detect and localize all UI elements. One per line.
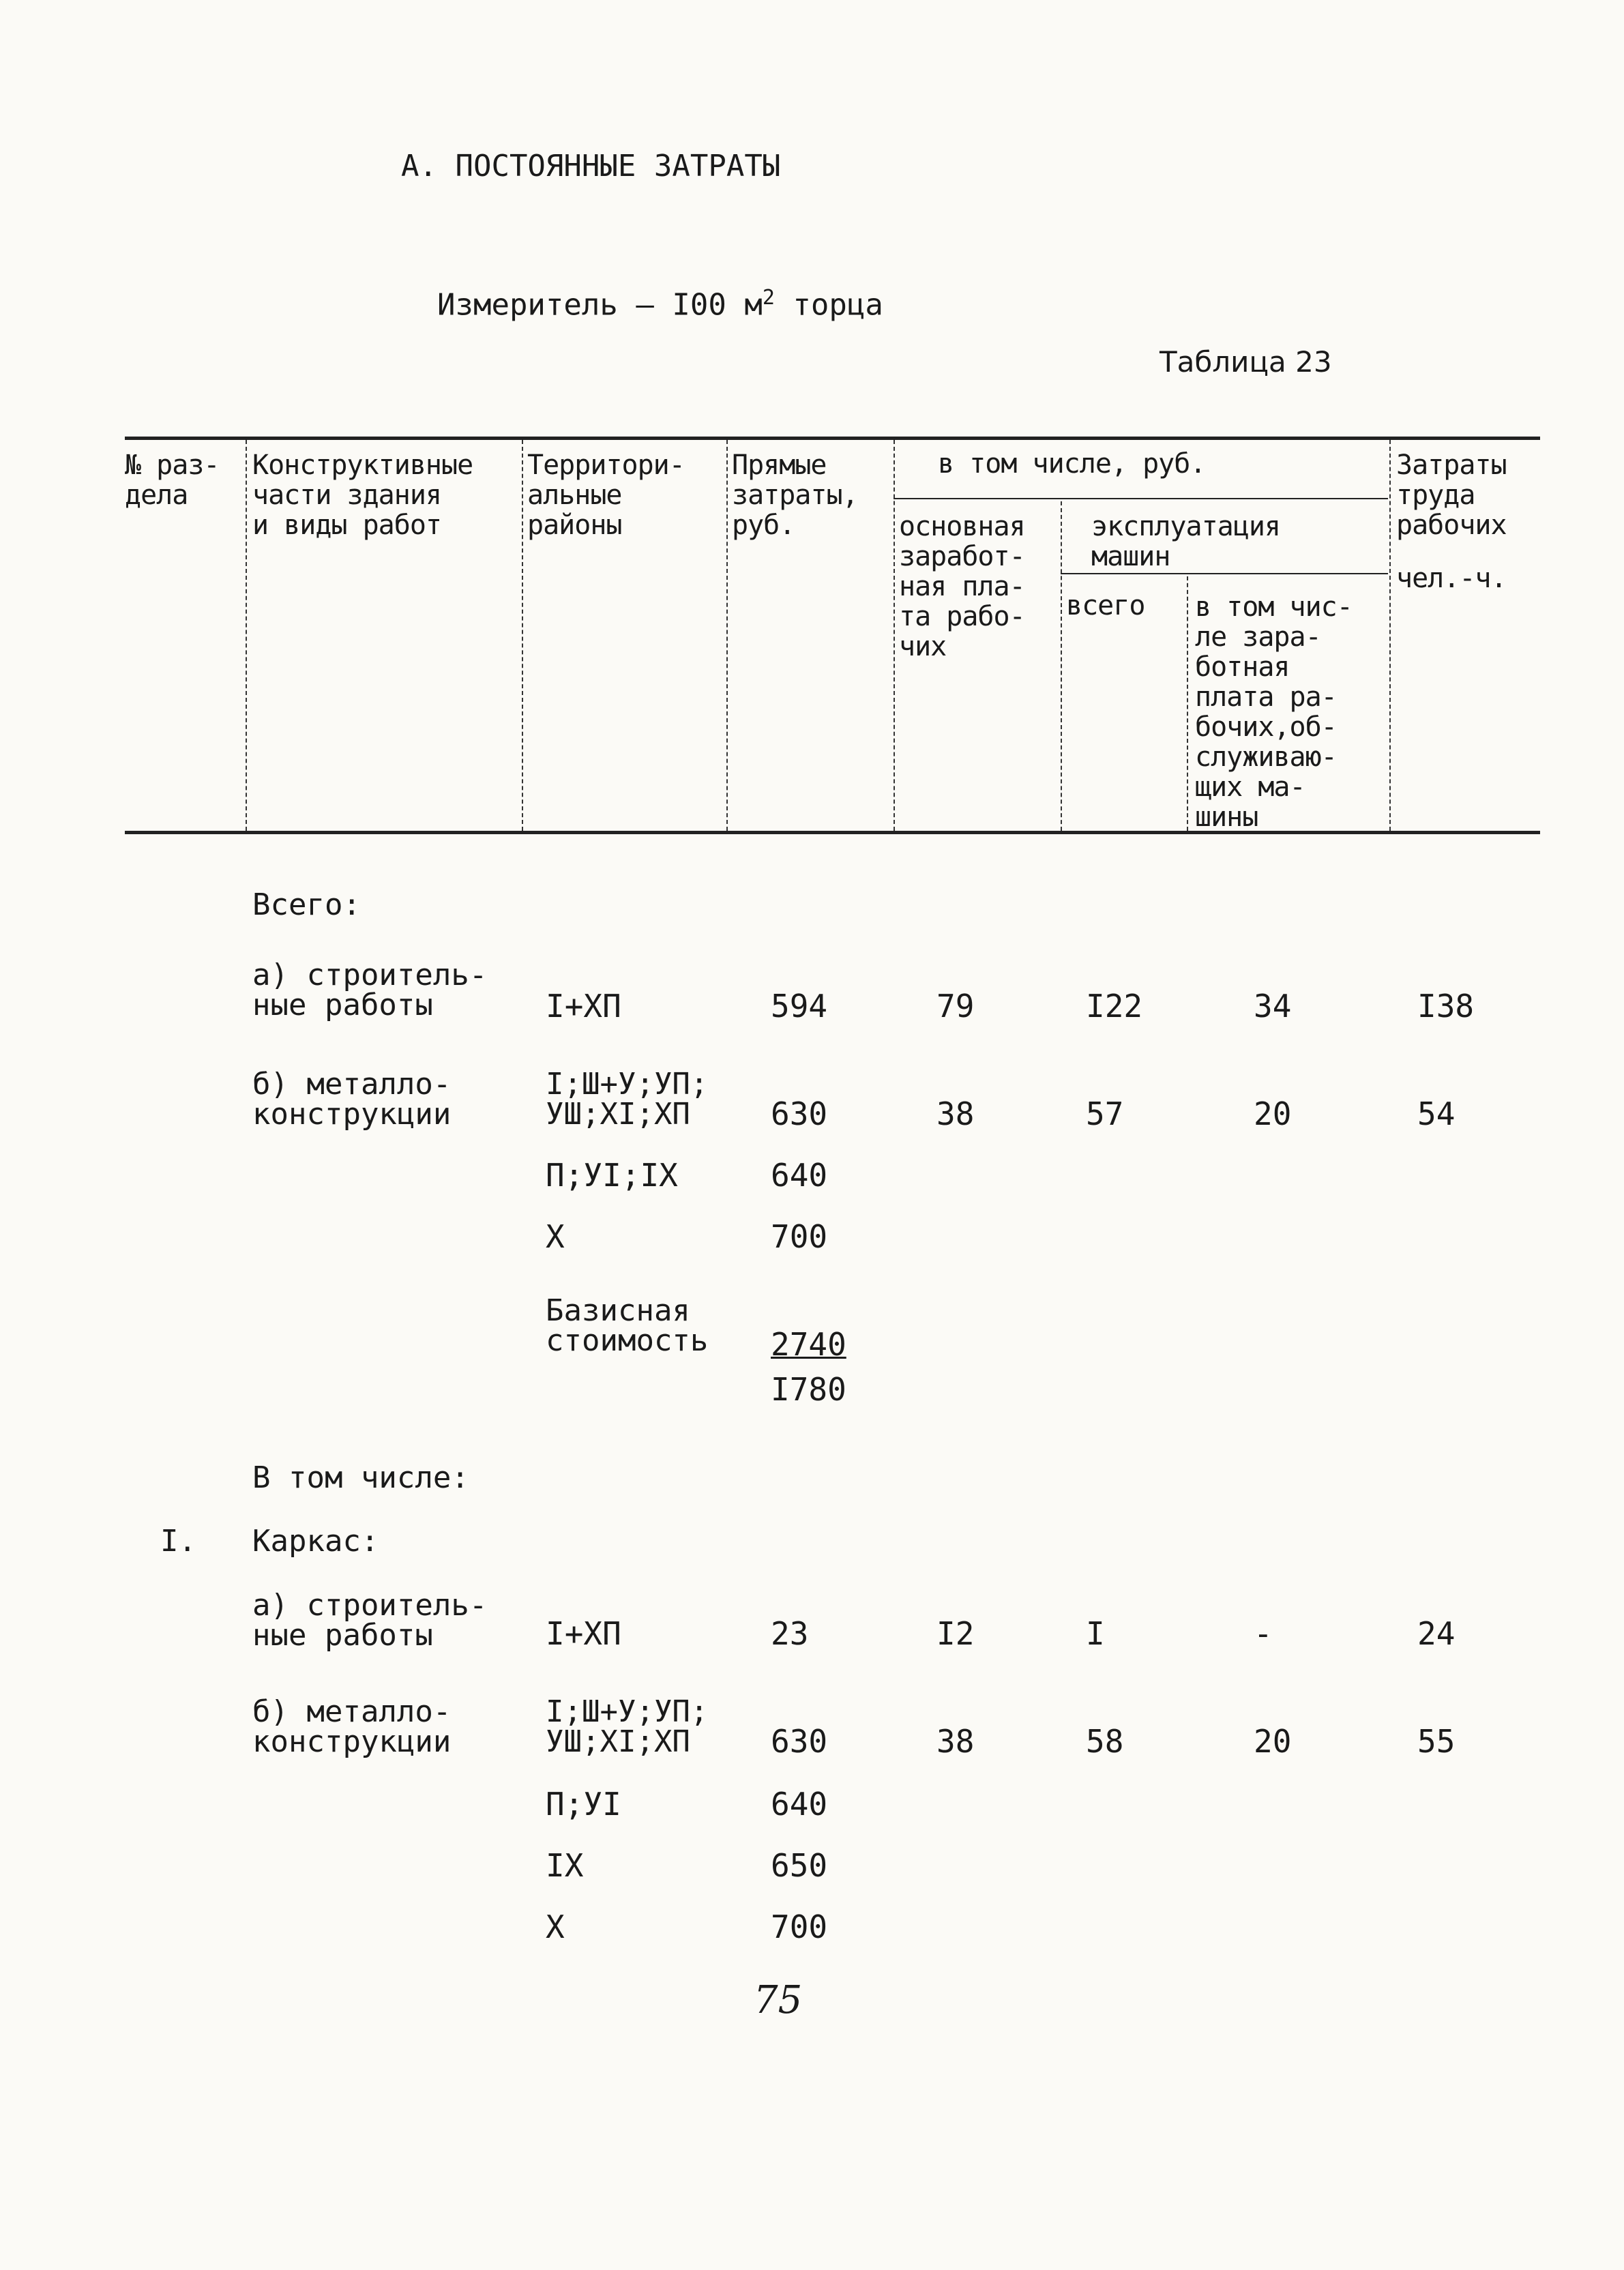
- total-a-labor: I38: [1417, 988, 1475, 1025]
- total-a-machine-wage: 34: [1254, 988, 1292, 1025]
- page-number: 75: [754, 1978, 803, 2022]
- section-b-extra-region: X: [546, 1908, 565, 1945]
- total-b-extra-direct: 700: [771, 1218, 828, 1255]
- table-label: Таблица 23: [1160, 345, 1332, 379]
- table-top-rule: [125, 437, 1540, 440]
- section-b-wage: 38: [936, 1723, 975, 1760]
- total-b-machine: 57: [1086, 1095, 1124, 1132]
- base-cost-label: Базисная стоимость: [546, 1293, 709, 1358]
- col-divider-1: [246, 440, 247, 831]
- total-b-region: I;Ш+У;УП; УШ;XI;XП: [546, 1067, 709, 1132]
- total-a-label: а) строитель- ные работы: [252, 958, 488, 1022]
- total-a-machine: I22: [1086, 988, 1143, 1025]
- col-divider-6: [1187, 576, 1188, 831]
- section-b-extra-direct: 650: [771, 1847, 828, 1884]
- section-b-extra-region: П;УI: [546, 1786, 621, 1823]
- section-b-region: I;Ш+У;УП; УШ;XI;XП: [546, 1694, 709, 1759]
- section-a-labor: 24: [1417, 1615, 1456, 1652]
- header-section-number: № раз- дела: [125, 449, 220, 511]
- section-b-extra-region: IX: [546, 1847, 584, 1884]
- total-a-region: I+XП: [546, 988, 621, 1025]
- header-machine-operation: эксплуатация машин: [1091, 511, 1280, 572]
- header-regions: Территори- альные районы: [527, 449, 685, 541]
- measure-unit: [401, 258, 883, 321]
- section-b-extra-direct: 700: [771, 1908, 828, 1945]
- total-b-extra-region: X: [546, 1218, 565, 1255]
- total-label: Всего:: [252, 887, 361, 922]
- header-direct-costs: Прямые затраты, руб.: [732, 449, 858, 541]
- col-divider-4: [894, 440, 895, 831]
- section-b-machine: 58: [1086, 1723, 1124, 1760]
- total-b-extra-direct: 640: [771, 1157, 828, 1194]
- section-a-machine: I: [1086, 1615, 1105, 1652]
- total-b-extra-region: П;УI;IX: [546, 1157, 678, 1194]
- total-b-direct: 630: [771, 1095, 828, 1132]
- col-divider-2: [522, 440, 523, 831]
- col-divider-7: [1389, 440, 1391, 831]
- measure-superscript: 2: [762, 286, 775, 310]
- section-a-label: а) строитель- ные работы: [252, 1588, 488, 1653]
- section-a-direct: 23: [771, 1615, 809, 1652]
- including-label: В том числе:: [252, 1460, 469, 1495]
- section-b-extra-direct: 640: [771, 1786, 828, 1823]
- section-number: I.: [160, 1524, 196, 1559]
- total-b-wage: 38: [936, 1095, 975, 1132]
- measure-prefix: Измеритель – I00 м: [437, 287, 763, 323]
- base-cost-value: 2740: [771, 1326, 846, 1363]
- section-b-label: б) металло- конструкции: [252, 1694, 452, 1759]
- total-a-direct: 594: [771, 988, 828, 1025]
- header-labor-unit: чел.-ч.: [1396, 563, 1507, 594]
- col-divider-3: [726, 440, 728, 831]
- total-a-wage: 79: [936, 988, 975, 1025]
- section-b-direct: 630: [771, 1723, 828, 1760]
- measure-suffix: торца: [774, 287, 883, 323]
- section-b-labor: 55: [1417, 1723, 1456, 1760]
- header-machine-total: всего: [1066, 590, 1145, 621]
- total-b-machine-wage: 20: [1254, 1095, 1292, 1132]
- subheader-rule-1: [894, 498, 1388, 499]
- section-a-wage: I2: [936, 1615, 975, 1652]
- header-machine-wage: в том чис- ле зара- ботная плата ра- бочих,об- служиваю- щих ма- шины: [1195, 591, 1353, 833]
- section-a-region: I+XП: [546, 1615, 621, 1652]
- total-b-label: б) металло- конструкции: [252, 1067, 452, 1132]
- section-heading: А. ПОСТОЯННЫЕ ЗАТРАТЫ: [401, 149, 781, 183]
- subheader-rule-2: [1061, 573, 1388, 574]
- col-divider-5: [1061, 501, 1062, 831]
- base-cost-value: I780: [771, 1371, 846, 1408]
- header-including: в том числе, руб.: [938, 448, 1206, 480]
- header-structural-parts: Конструктивные части здания и виды работ: [252, 449, 473, 541]
- header-labor-costs: Затраты труда рабочих: [1396, 449, 1507, 541]
- section-b-machine-wage: 20: [1254, 1723, 1292, 1760]
- header-base-wage: основная заработ- ная пла- та рабо- чих: [899, 511, 1025, 662]
- total-b-labor: 54: [1417, 1095, 1456, 1132]
- section-a-machine-wage: -: [1254, 1615, 1273, 1652]
- section-title: Каркас:: [252, 1524, 379, 1559]
